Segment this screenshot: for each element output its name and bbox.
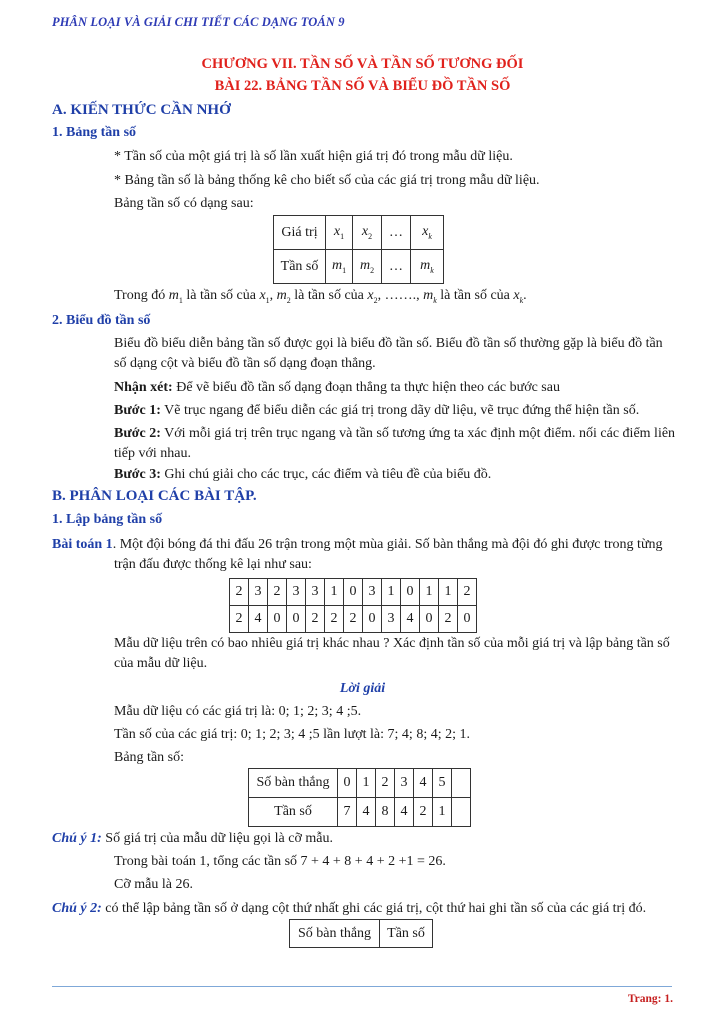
value-cell: 0	[338, 769, 357, 798]
data-cell: 2	[458, 579, 477, 606]
col-header-frequency: Tần số	[380, 920, 433, 948]
section-b-heading: B. PHÂN LOẠI CÁC BÀI TẬP.	[52, 488, 257, 504]
value-cell: 4	[414, 769, 433, 798]
value-cell: 1	[357, 769, 376, 798]
cell-m1: $m_1$	[326, 250, 353, 284]
data-cell: 0	[458, 606, 477, 633]
data-cell: 3	[249, 579, 268, 606]
note-1-sample-size: Cỡ mẫu là 26.	[114, 877, 193, 892]
step-3: Bước 3: Ghi chú giải cho các trục, các điểm và tiêu đề của biểu đồ.	[114, 467, 492, 482]
note-1-sum: Trong bài toán 1, tổng các tần số 7 + 4 + 8 + 4 + 2 +1 = 26.	[114, 854, 446, 869]
data-cell: 0	[420, 606, 439, 633]
cell-dots: …	[382, 250, 411, 284]
header-frequency: Tần số	[249, 798, 338, 827]
generic-frequency-table	[273, 215, 444, 284]
data-cell: 3	[382, 606, 401, 633]
frequency-cell: 1	[433, 798, 452, 827]
value-cell: 3	[395, 769, 414, 798]
chart-definition: Biểu đồ biểu diễn bảng tần số được gọi là biểu đồ tần số. Biểu đồ tần số thường gặp là biểu đồ tần số dạng cột và biểu đồ tần số dạng đoạn thẳng.	[114, 336, 663, 371]
col-header-goals: Số bàn thắng	[290, 920, 380, 948]
data-cell: 4	[401, 606, 420, 633]
note-2: Chú ý 2: có thể lập bảng tần số ở dạng cột thứ nhất ghi các giá trị, cột thứ hai ghi tần số của các giá trị đó.	[52, 901, 647, 916]
definition-frequency: * Tần số của một giá trị là số lần xuất hiện giá trị đó trong mẫu dữ liệu.	[114, 149, 513, 164]
cell-xk: $x_k$	[411, 216, 444, 250]
cell-dots: …	[382, 216, 411, 250]
frequency-cell	[452, 798, 471, 827]
data-cell: 1	[382, 579, 401, 606]
step-2: Bước 2: Với mỗi giá trị trên trục ngang và tần số tương ứng ta xác định một điểm. nối các điểm liên tiếp với nhau.	[114, 426, 676, 461]
data-cell: 4	[249, 606, 268, 633]
data-cell: 2	[439, 606, 458, 633]
definition-frequency-table: * Bảng tần số là bảng thống kê cho biết số của các giá trị trong mẫu dữ liệu.	[114, 173, 540, 188]
solution-frequencies: Tần số của các giá trị: 0; 1; 2; 3; 4 ;5 lần lượt là: 7; 4; 8; 4; 2; 1.	[114, 727, 470, 742]
cell-x1: $x_1$	[326, 216, 353, 250]
data-cell: 0	[344, 579, 363, 606]
data-cell: 1	[325, 579, 344, 606]
solution-table-label: Bảng tần số:	[114, 750, 184, 765]
data-cell: 2	[325, 606, 344, 633]
column-frequency-table	[289, 919, 433, 948]
subheading-frequency-table: 1. Bảng tần số	[52, 125, 137, 140]
frequency-cell: 2	[414, 798, 433, 827]
page-number: Trang: 1.	[627, 993, 673, 1005]
value-cell: 5	[433, 769, 452, 798]
row-label-values: Giá trị	[274, 216, 326, 250]
remark: Nhận xét: Để vẽ biểu đồ tần số dạng đoạn thẳng ta thực hiện theo các bước sau	[114, 380, 560, 395]
cell-m2: $m_2$	[353, 250, 382, 284]
data-cell: 2	[230, 579, 249, 606]
section-a-heading: A. KIẾN THỨC CẦN NHỚ	[52, 102, 231, 118]
chapter-title: CHƯƠNG VII. TẦN SỐ VÀ TẦN SỐ TƯƠNG ĐỐI	[201, 56, 524, 72]
data-cell: 2	[230, 606, 249, 633]
table-form-intro: Bảng tần số có dạng sau:	[114, 196, 254, 211]
lesson-title: BÀI 22. BẢNG TẦN SỐ VÀ BIỂU ĐỒ TẦN SỐ	[214, 78, 511, 94]
data-cell: 2	[268, 579, 287, 606]
frequency-cell: 8	[376, 798, 395, 827]
footer-divider	[52, 986, 672, 987]
data-cell: 3	[363, 579, 382, 606]
data-cell: 0	[363, 606, 382, 633]
problem-question: Mẫu dữ liệu trên có bao nhiêu giá trị khác nhau ? Xác định tần số của mỗi giá trị và lập bảng tần số của mẫu dữ liệu.	[114, 636, 670, 671]
step-1: Bước 1: Vẽ trục ngang để biểu diễn các giá trị trong dãy dữ liệu, vẽ trục đứng thể hiện tần số.	[114, 403, 640, 418]
cell-mk: $m_k$	[411, 250, 444, 284]
frequency-cell: 7	[338, 798, 357, 827]
raw-data-table	[229, 578, 477, 633]
data-cell: 1	[420, 579, 439, 606]
frequency-result-table	[248, 768, 471, 827]
note-1: Chú ý 1: Số giá trị của mẫu dữ liệu gọi là cỡ mẫu.	[52, 831, 333, 846]
where-line: Trong đó $m_1$ là tần số của $x_1$, $m_2$ là tần số của $x_2$, ……., $m_k$ là tần số của $x_k$.	[114, 288, 527, 305]
data-cell: 0	[268, 606, 287, 633]
data-cell: 0	[287, 606, 306, 633]
data-cell: 1	[439, 579, 458, 606]
value-cell	[452, 769, 471, 798]
subheading-frequency-chart: 2. Biểu đồ tần số	[52, 313, 151, 328]
solution-heading: Lời giải	[339, 681, 386, 696]
data-cell: 3	[306, 579, 325, 606]
data-cell: 0	[401, 579, 420, 606]
running-header: PHÂN LOẠI VÀ GIẢI CHI TIẾT CÁC DẠNG TOÁN 9	[52, 15, 345, 29]
row-label-frequency: Tần số	[274, 250, 326, 284]
cell-x2: $x_2$	[353, 216, 382, 250]
frequency-cell: 4	[357, 798, 376, 827]
subheading-make-table: 1. Lập bảng tần số	[52, 512, 163, 527]
frequency-cell: 4	[395, 798, 414, 827]
data-cell: 3	[287, 579, 306, 606]
data-cell: 2	[344, 606, 363, 633]
header-goals: Số bàn thắng	[249, 769, 338, 798]
solution-values: Mẫu dữ liệu có các giá trị là: 0; 1; 2; 3; 4 ;5.	[114, 704, 362, 719]
data-cell: 2	[306, 606, 325, 633]
problem-1: Bài toán 1. Một đội bóng đá thi đấu 26 trận trong một mùa giải. Số bàn thắng mà đội đó ghi được trong từng trận đấu được thống kê lại như sau:	[52, 537, 663, 572]
value-cell: 2	[376, 769, 395, 798]
